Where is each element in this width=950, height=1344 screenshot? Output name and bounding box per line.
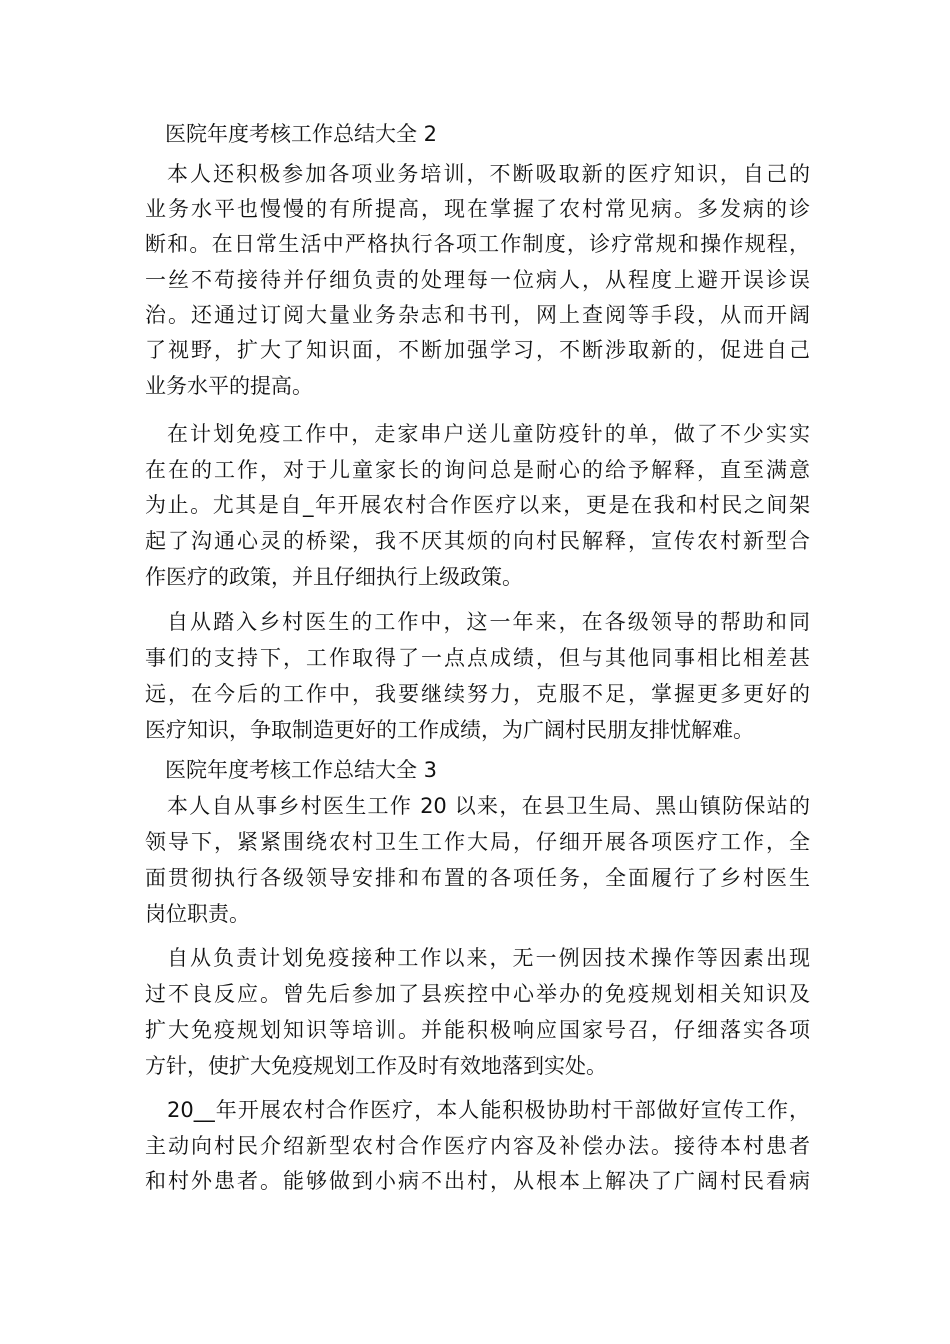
text-line: 本人还积极参加各项业务培训，不断吸取新的医疗知识，自己的 (167, 162, 810, 186)
text-line: 自从踏入乡村医生的工作中，这一年来，在各级领导的帮助和同 (167, 610, 810, 634)
text-line: 在在的工作，对于儿童家长的询问总是耐心的给予解释，直至满意 (145, 458, 810, 482)
text-line: 面贯彻执行各级领导安排和布置的各项任务，全面履行了乡村医生 (145, 866, 810, 890)
text-line: 在计划免疫工作中，走家串户送儿童防疫针的单，做了不少实实 (167, 422, 810, 446)
text-line: 事们的支持下，工作取得了一点点成绩，但与其他同事相比相差甚 (145, 646, 810, 670)
text-line: 自从负责计划免疫接种工作以来，无一例因技术操作等因素出现 (167, 946, 810, 970)
section-title: 医院年度考核工作总结大全 2 (165, 122, 438, 146)
text-line: 断和。在日常生活中严格执行各项工作制度，诊疗常规和操作规程， (145, 232, 810, 256)
text-line: 主动向村民介绍新型农村合作医疗内容及补偿办法。接待本村患者 (145, 1134, 810, 1158)
text-line: 本人自从事乡村医生工作 20 以来，在县卫生局、黑山镇防保站的 (167, 794, 810, 818)
text-line: 为止。尤其是自_年开展农村合作医疗以来，更是在我和村民之间架 (145, 493, 810, 517)
text-line: 过不良反应。曾先后参加了县疾控中心举办的免疫规划相关知识及 (145, 982, 810, 1006)
text-line: 一丝不苟接待并仔细负责的处理每一位病人，从程度上避开误诊误 (145, 268, 810, 292)
text-line: 领导下，紧紧围绕农村卫生工作大局，仔细开展各项医疗工作，全 (145, 830, 810, 854)
text-line: 业务水平的提高。 (145, 374, 313, 398)
text-line: 作医疗的政策，并且仔细执行上级政策。 (145, 565, 523, 589)
section-title: 医院年度考核工作总结大全 3 (165, 758, 438, 782)
text-line: 扩大免疫规划知识等培训。并能积极响应国家号召，仔细落实各项 (145, 1018, 810, 1042)
text-line: 治。还通过订阅大量业务杂志和书刊，网上查阅等手段，从而开阔 (145, 303, 810, 327)
text-line: 业务水平也慢慢的有所提高，现在掌握了农村常见病。多发病的诊 (145, 197, 810, 221)
text-line: 方针，使扩大免疫规划工作及时有效地落到实处。 (145, 1054, 607, 1078)
text-line: 起了沟通心灵的桥梁，我不厌其烦的向村民解释，宣传农村新型合 (145, 529, 810, 553)
text-line: 远，在今后的工作中，我要继续努力，克服不足，掌握更多更好的 (145, 682, 810, 706)
text-line: 和村外患者。能够做到小病不出村，从根本上解决了广阔村民看病 (145, 1169, 810, 1193)
text-line: 了视野，扩大了知识面，不断加强学习，不断涉取新的，促进自己 (145, 338, 810, 362)
text-line: 医疗知识，争取制造更好的工作成绩，为广阔村民朋友排忧解难。 (145, 718, 754, 742)
text-line: 岗位职责。 (145, 902, 250, 926)
text-line: 20__年开展农村合作医疗，本人能积极协助村干部做好宣传工作， (167, 1098, 810, 1122)
